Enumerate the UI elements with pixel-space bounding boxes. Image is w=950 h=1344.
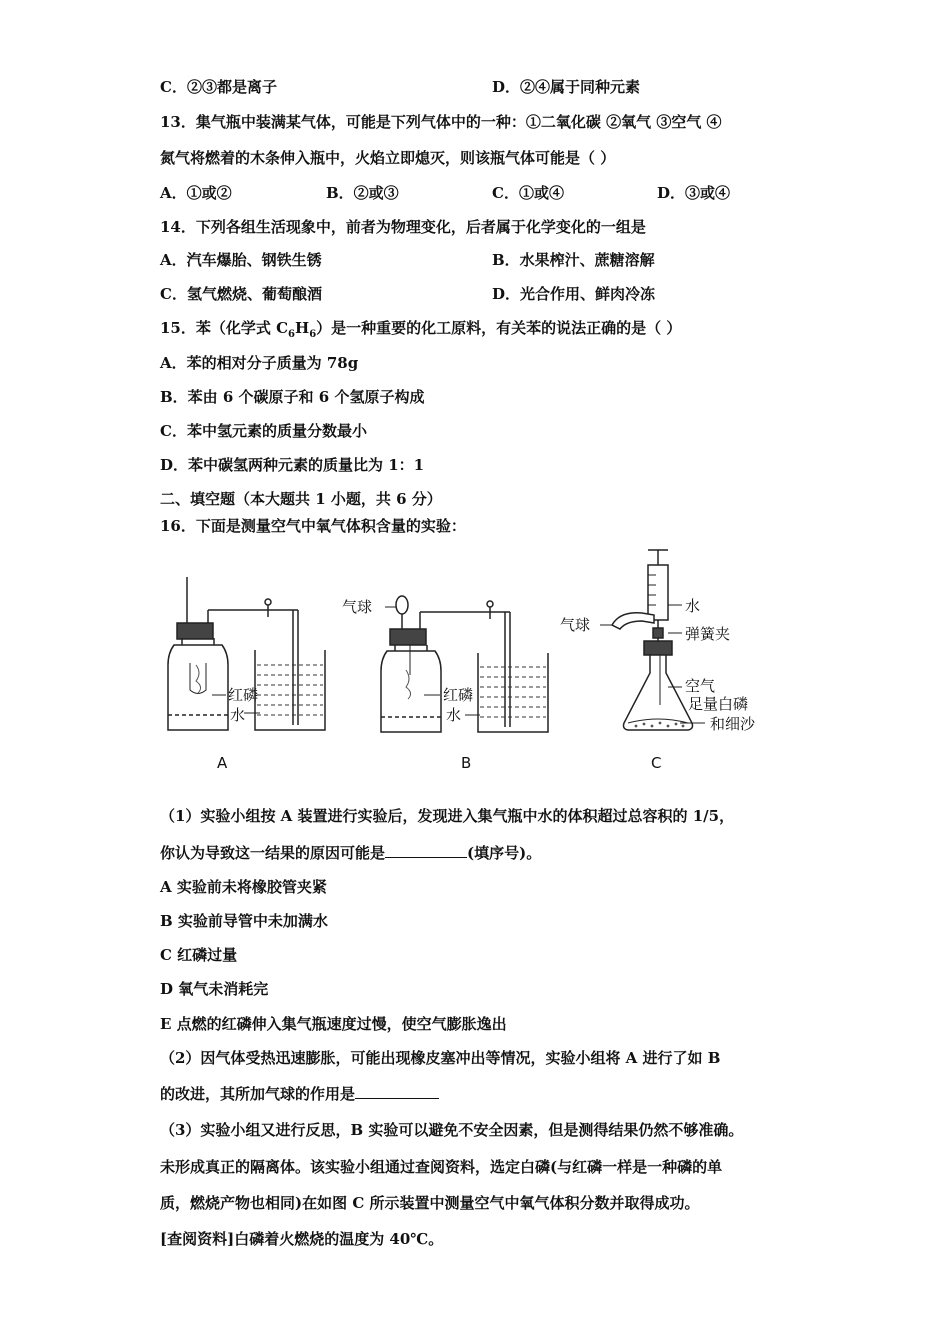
q16-reference: [查阅资料]白磷着火燃烧的温度为 40℃。: [160, 1230, 444, 1248]
q15-option-c: C．苯中氢元素的质量分数最小: [160, 422, 367, 440]
q16-part1-line2: [160, 843, 541, 863]
q14-option-a: A．汽车爆胎、钢铁生锈: [160, 251, 322, 269]
q15-stem: [160, 318, 681, 345]
q16-part1-prefix: 你认为导致这一结果的原因可能是: [160, 844, 386, 862]
section-heading: 二、填空题（本大题共 1 小题，共 6 分）: [160, 490, 442, 508]
q14-option-c: C．氢气燃烧、葡萄酿酒: [160, 285, 322, 303]
apparatus-b: [381, 596, 548, 732]
q16-choice-c: C 红磷过量: [160, 946, 238, 964]
c-label-spring-clip: 弹簧夹: [685, 625, 731, 643]
b-label-balloon: 气球: [342, 598, 373, 616]
q16-part2-prefix: 的改进，其所加气球的作用是: [160, 1085, 356, 1103]
a-label-water: 水: [230, 706, 246, 724]
q15-subscript-h: 6: [309, 329, 317, 340]
q12-option-c: C．②③都是离子: [160, 78, 277, 96]
q13-option-d: D．③或④: [657, 184, 731, 202]
c-label-white-phosphorus: 足量白磷: [688, 695, 749, 713]
q15-stem-suffix: ）是一种重要的化工原料，有关苯的说法正确的是（ ）: [316, 319, 682, 337]
q16-part3-line2: 未形成真正的隔离体。该实验小组通过查阅资料，选定白磷(与红磷一样是一种磷的单: [160, 1158, 723, 1176]
q16-part2-line2: [160, 1084, 439, 1104]
c-label-air: 空气: [685, 677, 716, 695]
q14-stem: 14．下列各组生活现象中，前者为物理变化，后者属于化学变化的一组是: [160, 218, 646, 236]
q16-part2-line1: （2）因气体受热迅速膨胀，可能出现橡皮塞冲出等情况，实验小组将 A 进行了如 B: [160, 1049, 721, 1067]
a-label-red-phosphorus: 红磷: [228, 686, 259, 704]
q16-choice-b: B 实验前导管中未加满水: [160, 912, 328, 930]
q15-option-a: A．苯的相对分子质量为 78g: [160, 354, 359, 372]
q13-stem-line1: 13．集气瓶中装满某气体，可能是下列气体中的一种：①二氧化碳 ②氧气 ③空气 ④: [160, 113, 722, 131]
c-label-fine-sand: 和细沙: [710, 715, 756, 733]
q12-option-d: D．②④属于同种元素: [492, 78, 641, 96]
b-label-red-phosphorus: 红磷: [443, 686, 474, 704]
apparatus-diagram: [160, 545, 800, 785]
c-label-balloon: 气球: [560, 616, 591, 634]
answer-blank-2[interactable]: [355, 1084, 439, 1099]
q16-choice-d: D 氧气未消耗完: [160, 980, 269, 998]
q16-part1-suffix: (填序号)。: [467, 844, 542, 862]
q14-option-b: B．水果榨汁、蔗糖溶解: [492, 251, 655, 269]
c-label-water: 水: [685, 597, 701, 615]
q15-stem-h: H: [295, 319, 310, 337]
b-label-water: 水: [446, 706, 462, 724]
q13-option-c: C．①或④: [492, 184, 564, 202]
apparatus-a: [168, 577, 325, 730]
q15-subscript-c: 6: [288, 329, 296, 340]
q15-option-b: B．苯由 6 个碳原子和 6 个氢原子构成: [160, 388, 425, 406]
q15-stem-prefix: 15．苯（化学式 C: [160, 319, 289, 337]
q15-option-d: D．苯中碳氢两种元素的质量比为 1：1: [160, 456, 425, 474]
q16-choice-e: E 点燃的红磷伸入集气瓶速度过慢，使空气膨胀逸出: [160, 1015, 507, 1033]
caption-b: B: [461, 754, 472, 772]
experiment-figure: [160, 545, 800, 785]
caption-c: C: [651, 754, 662, 772]
q16-part3-line3: 质，燃烧产物也相同)在如图 C 所示装置中测量空气中氧气体积分数并取得成功。: [160, 1194, 700, 1212]
q13-stem-line2: 氮气将燃着的木条伸入瓶中，火焰立即熄灭，则该瓶气体可能是（ ）: [160, 149, 616, 167]
answer-blank-1[interactable]: [385, 843, 467, 858]
q16-part3-line1: （3）实验小组又进行反思，B 实验可以避免不安全因素，但是测得结果仍然不够准确。: [160, 1121, 744, 1139]
q16-choice-a: A 实验前未将橡胶管夹紧: [160, 878, 327, 896]
q13-option-a: A．①或②: [160, 184, 232, 202]
q16-stem: 16．下面是测量空气中氧气体积含量的实验：: [160, 517, 466, 535]
q13-option-b: B．②或③: [326, 184, 399, 202]
q16-part1-line1: （1）实验小组按 A 装置进行实验后，发现进入集气瓶中水的体积超过总容积的 1/5，: [160, 807, 735, 825]
caption-a: A: [217, 754, 228, 772]
q14-option-d: D．光合作用、鲜肉冷冻: [492, 285, 656, 303]
